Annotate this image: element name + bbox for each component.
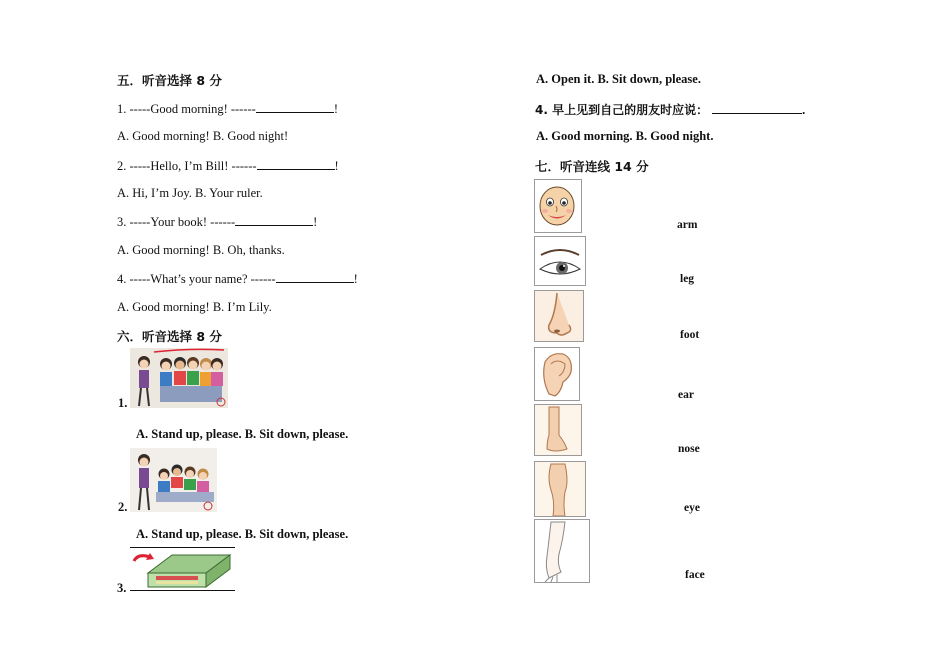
word-item[interactable]: foot — [680, 329, 700, 341]
word-item[interactable]: face — [685, 569, 705, 581]
teacher-children-sitting-picture — [130, 448, 217, 512]
answer-blank[interactable] — [276, 271, 354, 283]
s5-question-1: 1. -----Good morning! ------ ! — [117, 102, 339, 116]
word-item[interactable]: nose — [678, 443, 700, 455]
s6-number-2: 2. — [118, 500, 128, 514]
arm-icon[interactable] — [534, 519, 590, 583]
s6-options-1: A. Stand up, please. B. Sit down, please. — [136, 427, 349, 441]
face-icon[interactable] — [534, 179, 582, 233]
section-7-title: 七．听音连线 14 分 — [535, 159, 649, 174]
s5-options-3: A. Good morning! B. Oh, thanks. — [117, 243, 285, 257]
question-4-options: A. Good morning. B. Good night. — [536, 129, 714, 143]
word-item[interactable]: arm — [677, 219, 698, 231]
s5-options-4: A. Good morning! B. I’m Lily. — [117, 300, 272, 314]
section-6-title: 六．听音选择 8 分 — [117, 329, 222, 344]
answer-line[interactable] — [130, 590, 235, 591]
foot-icon[interactable] — [534, 404, 582, 456]
word-item[interactable]: leg — [680, 273, 695, 285]
pencil-box-picture — [130, 551, 234, 589]
s6-number-1: 1. — [118, 396, 128, 410]
answer-blank[interactable] — [235, 214, 313, 226]
eye-icon[interactable] — [534, 236, 586, 286]
s6-number-3: 3. — [117, 581, 127, 595]
ear-icon[interactable] — [534, 347, 580, 401]
s5-question-2: 2. -----Hello, I’m Bill! ------ ! — [117, 159, 339, 173]
word-item[interactable]: ear — [678, 389, 694, 401]
answer-blank[interactable] — [256, 101, 334, 113]
question-4: 4. 早上见到自己的朋友时应说： . — [535, 103, 806, 117]
s5-options-2: A. Hi, I’m Joy. B. Your ruler. — [117, 186, 263, 200]
divider-line — [130, 547, 235, 548]
s5-options-1: A. Good morning! B. Good night! — [117, 129, 289, 143]
s5-question-4: 4. -----What’s your name? ------ ! — [117, 272, 358, 286]
answer-blank[interactable] — [257, 158, 335, 170]
nose-icon[interactable] — [534, 290, 584, 342]
s5-question-3: 3. -----Your book! ------ ! — [117, 215, 318, 229]
section-5-title: 五．听音选择 8 分 — [117, 73, 222, 88]
teacher-children-standing-picture — [130, 348, 228, 408]
s6-options-2: A. Stand up, please. B. Sit down, please. — [136, 527, 349, 541]
s6-options-3: A. Open it. B. Sit down, please. — [536, 72, 701, 86]
answer-blank[interactable] — [712, 102, 802, 114]
leg-icon[interactable] — [534, 461, 586, 517]
word-item[interactable]: eye — [684, 502, 700, 514]
